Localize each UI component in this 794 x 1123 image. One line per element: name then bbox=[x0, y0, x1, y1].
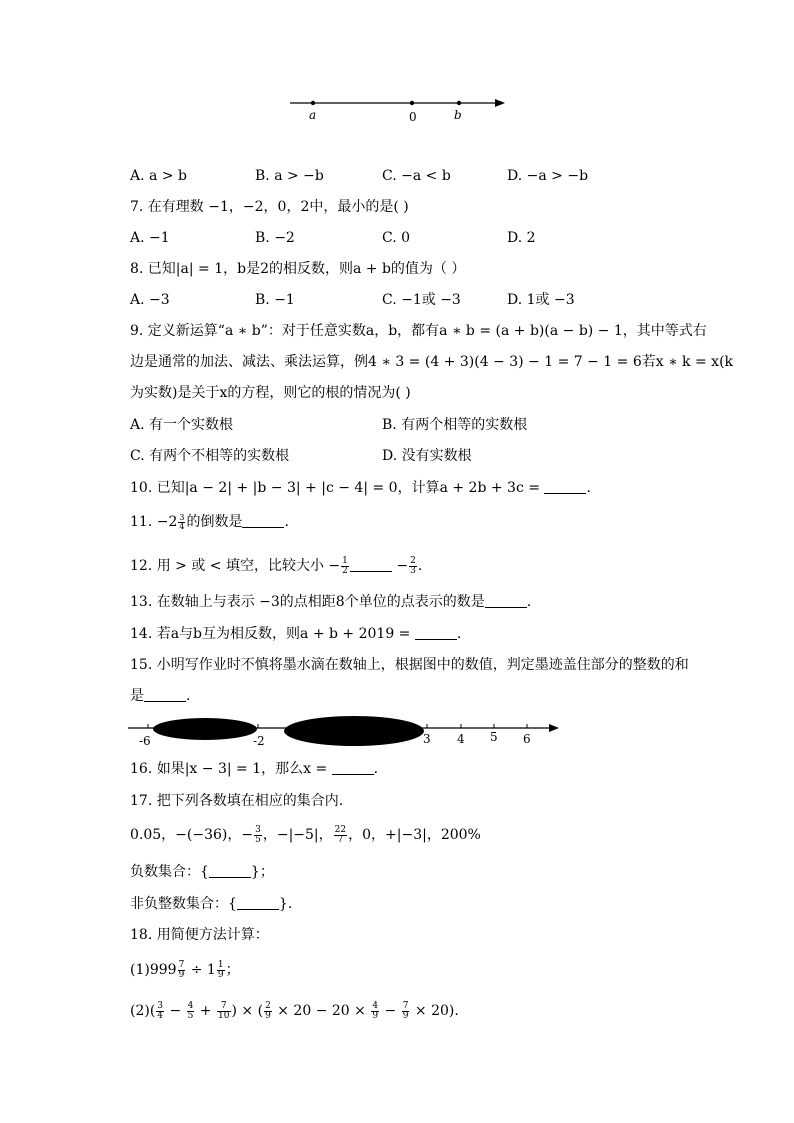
q10-text: 10. 已知|a − 2| + |b − 3| + |c − 4| = 0，计算a + 2b + 3c = bbox=[130, 480, 540, 496]
fraction: $\frac{7}{9}$ bbox=[402, 1000, 409, 1021]
answer-blank[interactable] bbox=[415, 625, 457, 640]
fraction: $\frac{22}{7}$ bbox=[334, 824, 347, 845]
label-zero: 0 bbox=[409, 110, 417, 124]
q6-option-d[interactable]: D. −a > −b bbox=[507, 168, 589, 184]
answer-blank[interactable] bbox=[485, 593, 527, 608]
answer-blank[interactable] bbox=[144, 687, 186, 702]
q8-option-d[interactable]: D. 1或 −3 bbox=[507, 292, 575, 308]
q7-option-c[interactable]: C. 0 bbox=[382, 230, 411, 246]
answer-blank[interactable] bbox=[544, 479, 586, 494]
question-18: 18. 用简便方法计算： bbox=[130, 927, 269, 943]
question-9-line-2: 边是通常的加法、减法、乘法运算，例4 ∗ 3 = (4 + 3)(4 − 3) − 1 = 7 − 1 = 6若x ∗ k = x(k bbox=[130, 354, 734, 370]
ink-blot-right bbox=[284, 716, 424, 746]
q9-option-b[interactable]: B. 有两个相等的实数根 bbox=[382, 417, 528, 433]
label-a: a bbox=[309, 108, 317, 122]
tick-label: 5 bbox=[490, 730, 498, 744]
number-line-ab bbox=[285, 92, 515, 126]
question-11: 11. −2 $\frac{3}{4}$ 的倒数是 . bbox=[130, 512, 289, 531]
answer-blank[interactable] bbox=[350, 557, 392, 572]
question-13: 13. 在数轴上与表示 −3的点相距8个单位的点表示的数是 . bbox=[130, 594, 532, 610]
q9-option-a[interactable]: A. 有一个实数根 bbox=[130, 417, 234, 433]
q9-option-d[interactable]: D. 没有实数根 bbox=[382, 448, 472, 464]
fraction: $\frac{1}{2}$ bbox=[342, 555, 348, 576]
question-9-line-1: 9. 定义新运算“a ∗ b”：对于任意实数a，b，都有a ∗ b = (a + b)(a − b) − 1，其中等式右 bbox=[130, 323, 707, 339]
q8-option-a[interactable]: A. −3 bbox=[130, 292, 170, 308]
tick-label: 6 bbox=[523, 732, 531, 746]
fraction: $\frac{3}{5}$ bbox=[255, 824, 261, 845]
question-15-line-2: 是 . bbox=[130, 688, 191, 704]
fraction: $\frac{3}{4}$ bbox=[179, 512, 185, 531]
nonnegative-integer-set: 非负整数集合：{ }. bbox=[130, 896, 293, 912]
q6-option-c[interactable]: C. −a < b bbox=[382, 168, 451, 184]
q18-part-2: (2)( $\frac{3}{4}$ − $\frac{4}{5}$ + $\frac{7}{10}$ ) × ( $\frac{2}{9}$ × 20 − 20 × $\frac{4}{9}$ − $\frac{7}{9}$ × 20). bbox=[130, 1000, 459, 1021]
fraction: $\frac{2}{9}$ bbox=[265, 1000, 271, 1021]
fraction: $\frac{7}{9}$ bbox=[178, 959, 185, 980]
tick-label: -2 bbox=[253, 734, 265, 748]
tick-label: -6 bbox=[139, 734, 151, 748]
q7-option-d[interactable]: D. 2 bbox=[507, 230, 536, 246]
q8-option-c[interactable]: C. −1或 −3 bbox=[382, 292, 461, 308]
fraction: $\frac{4}{5}$ bbox=[187, 1000, 194, 1021]
ink-blot-left bbox=[153, 718, 257, 740]
q12-prefix: 12. 用 > 或 < 填空，比较大小 − bbox=[130, 558, 341, 574]
q10-end: . bbox=[586, 480, 591, 496]
q7-option-a[interactable]: A. −1 bbox=[130, 230, 170, 246]
tick-label: 3 bbox=[423, 732, 431, 746]
q7-option-b[interactable]: B. −2 bbox=[255, 230, 295, 246]
fraction: $\frac{4}{9}$ bbox=[372, 1000, 379, 1021]
question-8: 8. 已知|a| = 1，b是2的相反数，则a + b的值为（ ） bbox=[130, 261, 466, 277]
fraction: $\frac{1}{9}$ bbox=[217, 959, 224, 980]
question-14: 14. 若a与b互为相反数，则a + b + 2019 = . bbox=[130, 626, 462, 642]
fraction: $\frac{7}{10}$ bbox=[218, 1000, 230, 1021]
q8-option-b[interactable]: B. −1 bbox=[255, 292, 295, 308]
question-17: 17. 把下列各数填在相应的集合内. bbox=[130, 793, 344, 809]
question-7: 7. 在有理数 −1，−2，0，2中，最小的是( ) bbox=[130, 199, 409, 215]
question-10 bbox=[130, 478, 591, 498]
negative-number-set: 负数集合：{ }； bbox=[130, 864, 274, 880]
number-line-ink bbox=[125, 712, 565, 752]
q11-prefix: 11. −2 bbox=[130, 514, 178, 530]
fraction: $\frac{3}{4}$ bbox=[157, 1000, 164, 1021]
q18-part-1: (1)999 $\frac{7}{9}$ ÷ 1 $\frac{1}{9}$ ； bbox=[130, 959, 240, 980]
answer-blank[interactable] bbox=[242, 513, 284, 528]
q9-option-c[interactable]: C. 有两个不相等的实数根 bbox=[130, 448, 290, 464]
q6-option-a[interactable]: A. a > b bbox=[130, 168, 187, 184]
answer-blank[interactable] bbox=[237, 895, 279, 910]
q17-number-list: 0.05，−(−36)，− $\frac{3}{5}$ ，−|−5|， $\frac{22}{7}$ ，0，+|−3|，200% bbox=[130, 824, 481, 845]
label-b: b bbox=[454, 108, 462, 122]
fraction: $\frac{2}{3}$ bbox=[410, 555, 416, 576]
question-9-line-3: 为实数)是关于x的方程，则它的根的情况为( ) bbox=[130, 385, 411, 401]
answer-blank[interactable] bbox=[209, 863, 251, 878]
question-12: 12. 用 > 或 < 填空，比较大小 − $\frac{1}{2}$ − $\frac{2}{3}$ . bbox=[130, 555, 423, 576]
tick-label: 4 bbox=[457, 732, 465, 746]
q6-option-b[interactable]: B. a > −b bbox=[255, 168, 324, 184]
question-16: 16. 如果|x − 3| = 1，那么x = . bbox=[130, 761, 379, 777]
answer-blank[interactable] bbox=[332, 760, 374, 775]
q11-suffix: 的倒数是 bbox=[186, 514, 243, 530]
question-15-line-1: 15. 小明写作业时不慎将墨水滴在数轴上，根据图中的数值，判定墨迹盖住部分的整数的和 bbox=[130, 657, 689, 673]
